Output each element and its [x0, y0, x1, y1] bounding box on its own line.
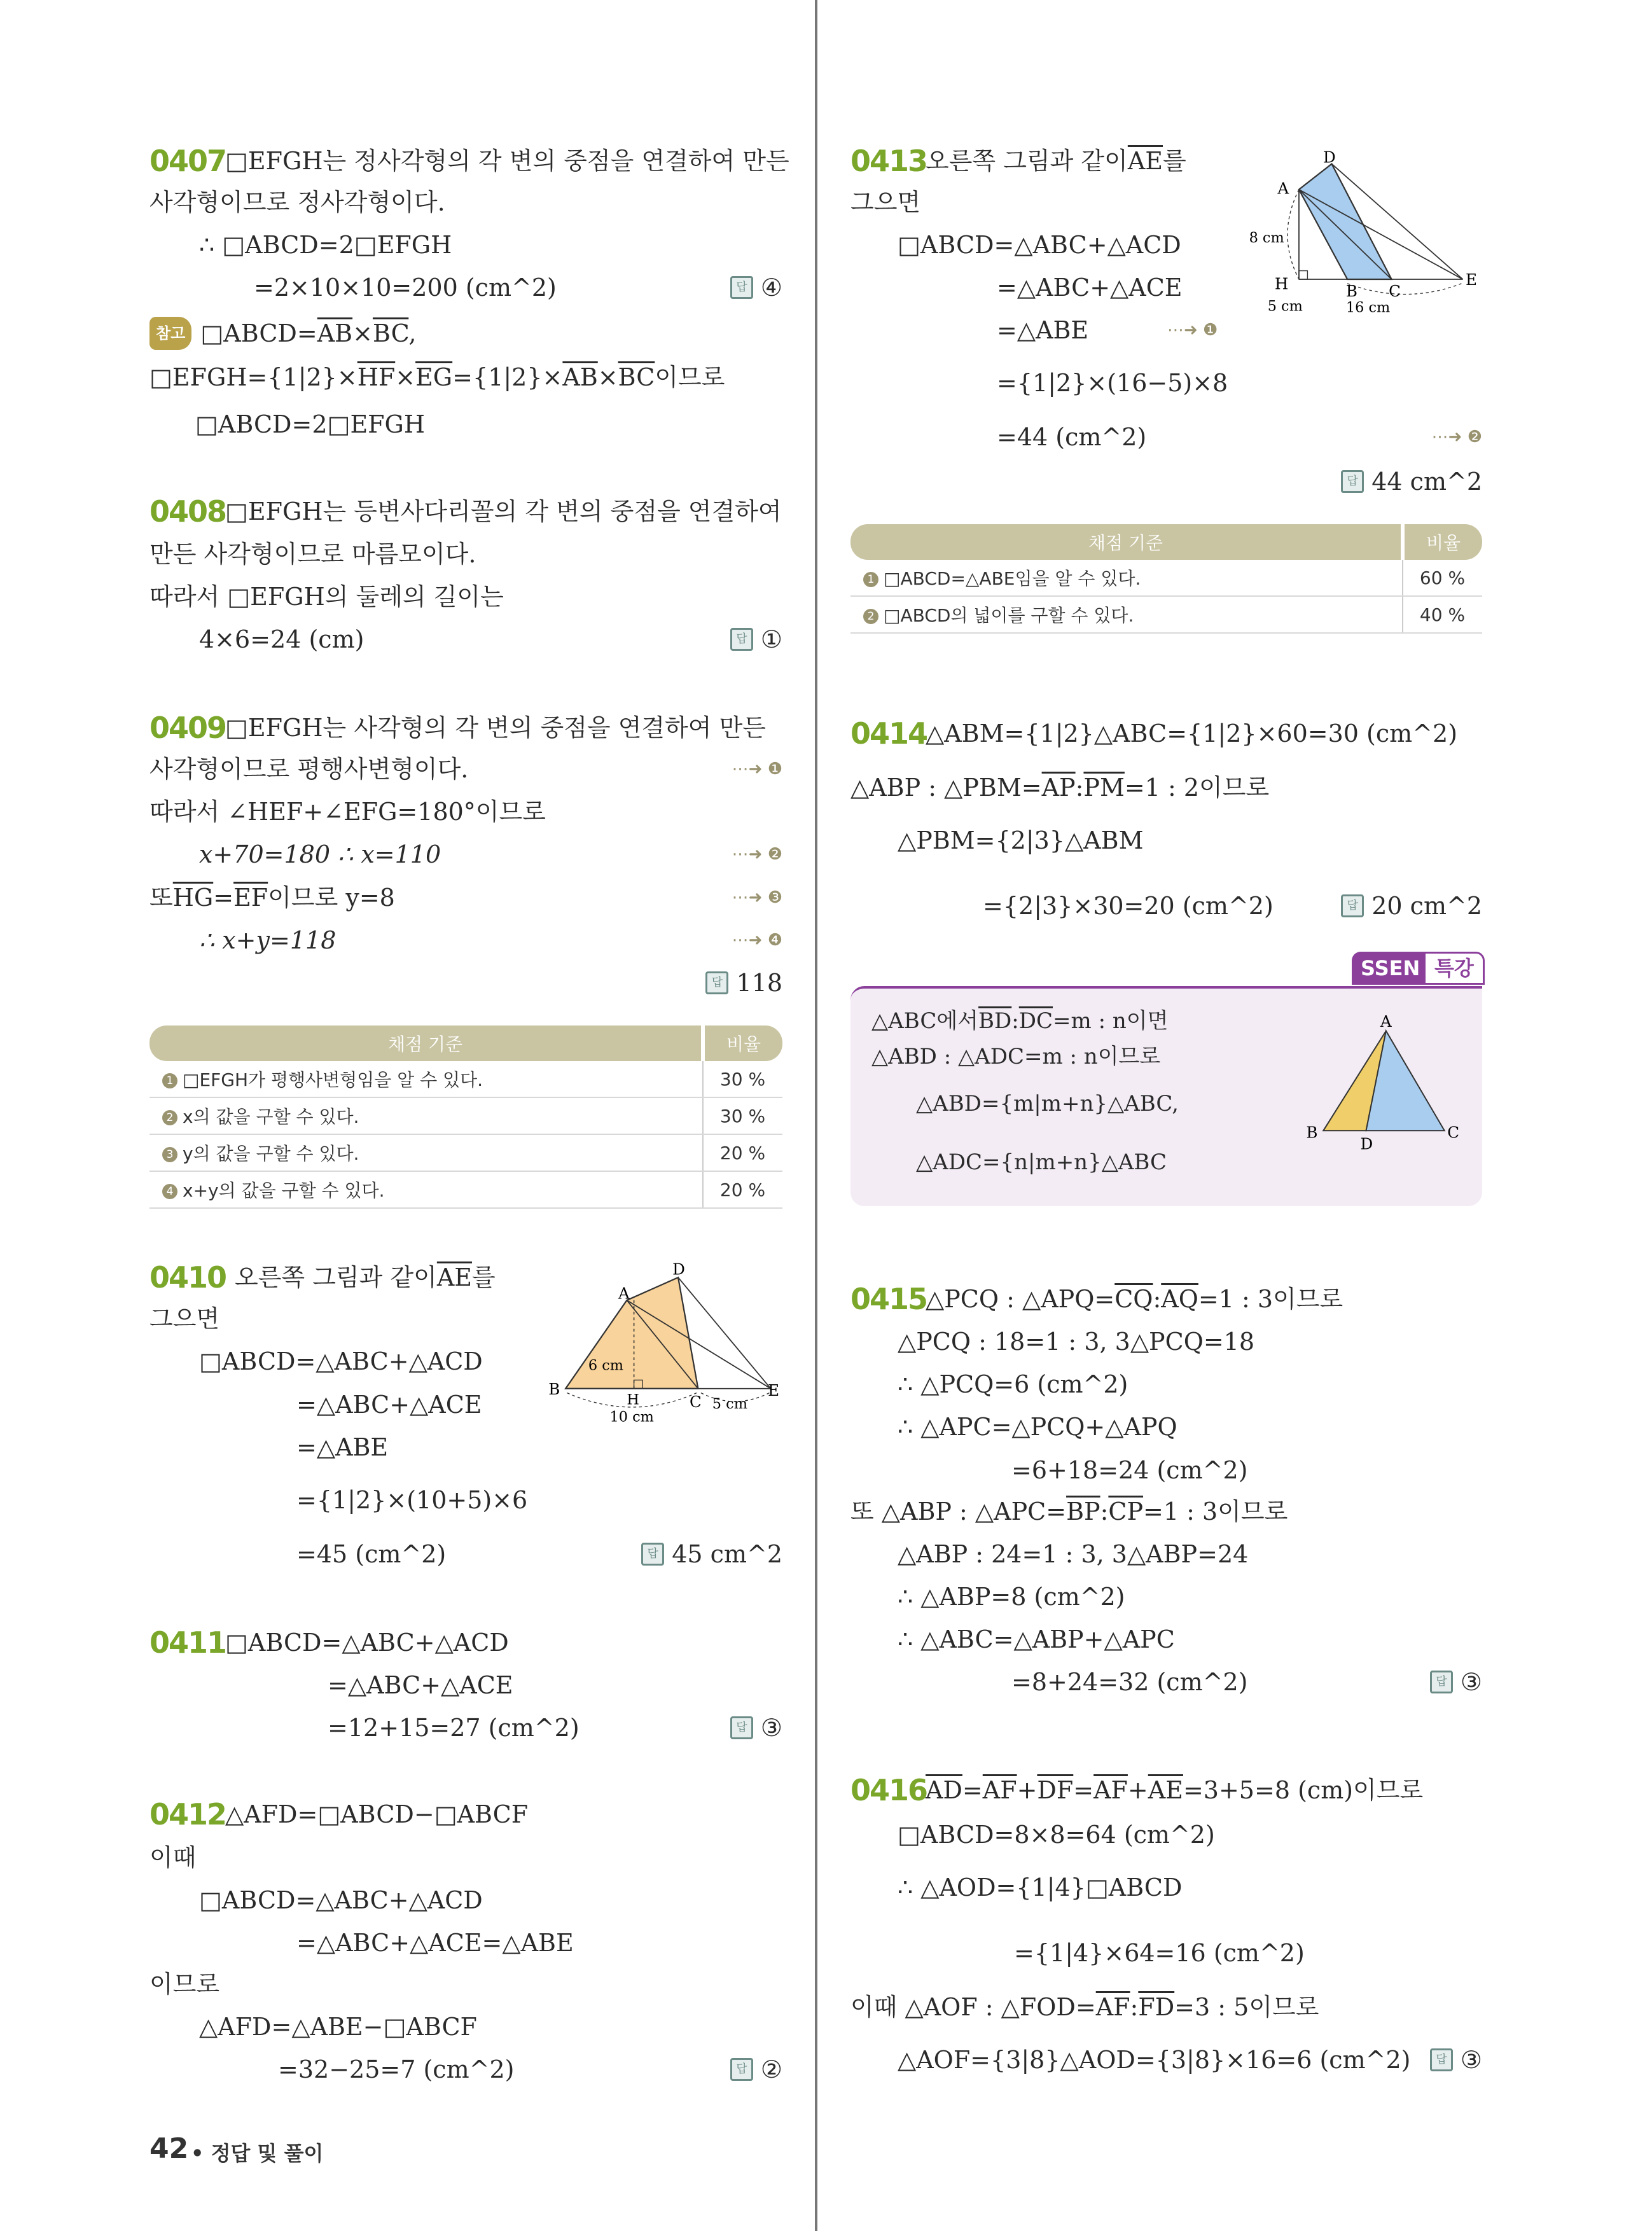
text-run: ∴ △AOD={1|4}□ABCD — [898, 1873, 1183, 1901]
segment-overline: $\overline{BP}$ — [1066, 1498, 1100, 1526]
segment-overline: $\overline{BD}$ — [978, 1008, 1012, 1034]
step-marker: ⋯➜ ❹ — [732, 931, 782, 950]
grading-table — [850, 524, 1482, 634]
answer-mark — [730, 624, 782, 655]
solution-line — [149, 1842, 196, 1873]
solution-line — [149, 539, 476, 569]
label-c: C — [1447, 1123, 1460, 1142]
answer-icon: 답 — [705, 971, 728, 994]
text-run: 만든 사각형이므로 마름모이다. — [149, 540, 476, 568]
label-height: 8 cm — [1249, 229, 1284, 246]
solution-line: =32−25=7 (cm^2) — [278, 2055, 515, 2083]
solution-line: =2×10×10=200 (cm^2) — [254, 274, 557, 302]
text-run: △ABC에서 — [871, 1008, 979, 1034]
ssen-triangle-figure — [1298, 1005, 1476, 1158]
text-run: □EFGH는 등변사다리꼴의 각 변의 중점을 연결하여 — [225, 497, 782, 525]
solution-line — [926, 718, 1457, 749]
segment-overline: $\overline{HF}$ — [357, 363, 396, 391]
text-run: =3 : 5이므로 — [1174, 1993, 1319, 2021]
text-run: + — [1017, 1776, 1038, 1804]
answer-mark — [705, 968, 782, 998]
figure-0413 — [1246, 142, 1489, 321]
text-run: = — [1073, 1776, 1094, 1804]
label-hc: 16 cm — [1345, 299, 1391, 316]
label-b: B — [548, 1379, 560, 1398]
text-run: △AFD=△ABE−□ABCF — [199, 2013, 477, 2041]
segment-overline: $\overline{AF}$ — [982, 1776, 1017, 1804]
segment-overline: $\overline{FD}$ — [1138, 1993, 1175, 2021]
solution-line — [898, 1872, 1182, 1903]
answer-mark — [1341, 891, 1482, 921]
solution-line: ={1|2}×(10+5)×6 — [296, 1486, 528, 1514]
segment-overline: $\overline{AF}$ — [1095, 1993, 1130, 2021]
text-run: 이므로 — [149, 1970, 220, 1998]
text-run: =△ABE — [296, 1433, 389, 1461]
ssen-tag-special: 특강 — [1424, 952, 1485, 985]
segment-overline: $\overline{PM}$ — [1083, 774, 1125, 802]
text-run: , — [408, 319, 417, 347]
length-arc — [1347, 284, 1461, 295]
ratio: 20 % — [703, 1171, 782, 1208]
ssen-line — [871, 1041, 1160, 1072]
solution-line — [328, 1670, 513, 1700]
text-run: □ABCD=8×8=64 (cm^2) — [898, 1821, 1215, 1849]
segment-overline: $\overline{AP}$ — [1041, 774, 1076, 802]
text-run: △ABP : △PBM= — [850, 774, 1042, 802]
text-run: □ABCD=△ABC+△ACD — [225, 1629, 509, 1657]
ratio: 20 % — [703, 1134, 782, 1171]
problem-number: 0411 — [149, 1625, 226, 1660]
text-run: □EFGH={1|2}× — [149, 363, 357, 391]
text-run: =1 : 3이므로 — [1198, 1285, 1343, 1313]
text-run: △ABM={1|2}△ABC={1|2}×60=30 (cm^2) — [926, 719, 1458, 747]
text-run: □ABCD= — [200, 319, 317, 347]
text-run: =3+5=8 (cm)이므로 — [1183, 1776, 1424, 1804]
label-e: E — [768, 1381, 780, 1400]
text-run: △ABD : △ADC=m : n이므로 — [871, 1044, 1161, 1069]
step-number-icon: 2 — [162, 1110, 177, 1125]
step-marker: ⋯➜ ❸ — [732, 888, 782, 907]
label-a: A — [1380, 1011, 1392, 1031]
criterion-text: x의 값을 구할 수 있다. — [183, 1106, 359, 1127]
solution-line — [898, 825, 1143, 856]
answer-value: ③ — [1460, 1668, 1482, 1696]
solution-line — [149, 187, 445, 218]
text-run: =△ABC+△ACE — [997, 274, 1183, 302]
text-run: × — [352, 319, 373, 347]
text-run: × — [395, 363, 416, 391]
ssen-line — [916, 1088, 1179, 1119]
step-marker: ⋯➜ ❷ — [732, 845, 782, 864]
solution-line — [149, 1969, 219, 1999]
label-h: H — [1274, 274, 1289, 293]
segment-overline: $\overline{AF}$ — [1093, 1776, 1128, 1804]
answer-mark — [730, 272, 782, 303]
label-hb: 5 cm — [1267, 298, 1303, 315]
criterion-text: x+y의 값을 구할 수 있다. — [183, 1180, 385, 1201]
text-run: △AOF={3|8}△AOD={3|8}×16=6 (cm^2) — [898, 2046, 1411, 2074]
segment-overline: $\overline{AE}$ — [1127, 147, 1163, 175]
page-number: 42 — [149, 2132, 189, 2165]
label-h: H — [627, 1391, 639, 1408]
answer-icon: 답 — [1341, 894, 1364, 917]
step-number-icon: 4 — [162, 1184, 177, 1199]
figure-0410 — [541, 1253, 791, 1431]
table-header: 채점 기준 — [149, 1025, 703, 1061]
text-run: △PCQ : 18=1 : 3, 3△PCQ=18 — [898, 1328, 1255, 1356]
segment-overline: $\overline{DF}$ — [1037, 1776, 1074, 1804]
answer-icon: 답 — [1341, 470, 1364, 493]
solution-line — [296, 1928, 574, 1958]
text-run: =m : n이면 — [1053, 1008, 1169, 1034]
text-run: : — [1153, 1285, 1162, 1313]
problem-number: 0413 — [850, 144, 927, 178]
note-badge: 참고 — [149, 317, 191, 350]
solution-line — [149, 754, 468, 784]
note-line — [149, 317, 416, 350]
text-run: 또 △ABP : △APC= — [850, 1498, 1067, 1526]
length-arc — [1288, 190, 1299, 279]
solution-line — [898, 2045, 1410, 2075]
criterion-text: □ABCD의 넓이를 구할 수 있다. — [884, 605, 1134, 626]
step-marker: ⋯➜ ❶ — [1167, 321, 1218, 340]
solution-line: ={2|3}×30=20 (cm^2) — [983, 892, 1274, 920]
solution-line — [199, 925, 336, 956]
segment-overline: $\overline{AB}$ — [562, 363, 598, 391]
solution-line — [195, 409, 425, 440]
solution-line — [296, 1389, 482, 1420]
solution-line — [997, 272, 1183, 303]
solution-line — [850, 1496, 1288, 1527]
answer-mark — [730, 2054, 782, 2085]
segment-overline: $\overline{CQ}$ — [1114, 1285, 1153, 1313]
answer-value: ② — [760, 2055, 782, 2083]
label-a: A — [618, 1284, 630, 1303]
solution-line — [225, 1799, 528, 1830]
table-row — [149, 1171, 782, 1208]
text-run: =1 : 2이므로 — [1124, 774, 1270, 802]
column-divider — [815, 0, 817, 2231]
text-run: : — [1075, 774, 1084, 802]
segment-overline: $\overline{HG}$ — [172, 884, 214, 912]
solution-line — [898, 1819, 1215, 1850]
segment-overline: $\overline{BC}$ — [372, 319, 409, 347]
text-run: = — [962, 1776, 983, 1804]
answer-value: ③ — [760, 1714, 782, 1742]
label-d: D — [1323, 148, 1336, 167]
text-run: ∴ x+y=118 — [199, 926, 337, 954]
solution-line: =45 (cm^2) — [296, 1540, 447, 1568]
answer-value: 44 cm^2 — [1371, 468, 1482, 496]
ratio: 40 % — [1403, 596, 1482, 633]
text-run: 이므로 — [655, 363, 725, 391]
solution-line: =44 (cm^2) — [997, 423, 1147, 451]
text-run: 따라서 ∠HEF+∠EFG=180°이므로 — [149, 798, 546, 826]
label-d: D — [672, 1260, 685, 1279]
text-run: =△ABE — [997, 316, 1089, 344]
table-header: 비율 — [1403, 524, 1482, 560]
ssen-line — [871, 1006, 1168, 1036]
answer-icon: 답 — [730, 276, 753, 299]
text-run: 그으면 — [149, 1305, 220, 1333]
text-run: × — [597, 363, 618, 391]
label-e: E — [1466, 270, 1478, 289]
segment-overline: $\overline{DC}$ — [1018, 1008, 1053, 1034]
text-run: □ABCD=△ABC+△ACD — [199, 1347, 483, 1375]
text-run: =△ABC+△ACE — [296, 1391, 482, 1419]
text-run: 오른쪽 그림과 같이 — [235, 1263, 437, 1291]
text-run: △AFD=□ABCD−□ABCF — [225, 1800, 529, 1828]
text-run: 이므로 y=8 — [268, 884, 395, 912]
ssen-tag: SSEN — [1352, 952, 1429, 985]
table-row — [850, 560, 1482, 596]
solution-line: =6+18=24 (cm^2) — [1011, 1456, 1248, 1484]
solution-line — [199, 230, 452, 260]
text-run: ∴ △ABC=△ABP+△APC — [898, 1625, 1175, 1653]
text-run: : — [1130, 1993, 1139, 2021]
step-marker: ⋯➜ ❶ — [732, 760, 782, 779]
solution-line — [149, 362, 725, 393]
table-row — [149, 1097, 782, 1134]
text-run: : — [1100, 1498, 1109, 1526]
answer-icon: 답 — [1430, 1671, 1453, 1693]
solution-line: ={1|4}×64=16 (cm^2) — [1014, 1939, 1305, 1967]
segment-overline: $\overline{AB}$ — [317, 319, 353, 347]
label-d: D — [1360, 1134, 1373, 1153]
solution-line — [199, 1346, 483, 1377]
text-run: 오른쪽 그림과 같이 — [926, 147, 1128, 175]
table-header: 채점 기준 — [850, 524, 1403, 560]
text-run: ={1|2}× — [452, 363, 563, 391]
label-c: C — [1389, 281, 1401, 300]
solution-line — [926, 146, 1186, 176]
criterion-text: □ABCD=△ABE임을 알 수 있다. — [884, 568, 1141, 589]
solution-line: =12+15=27 (cm^2) — [328, 1714, 580, 1742]
solution-line — [225, 712, 766, 743]
answer-value: ④ — [760, 274, 782, 302]
ssen-line — [916, 1147, 1167, 1178]
text-run: 사각형이므로 정사각형이다. — [149, 188, 445, 216]
segment-overline: $\overline{AE}$ — [1148, 1776, 1183, 1804]
solution-line — [235, 1262, 496, 1293]
text-run: + — [1127, 1776, 1148, 1804]
criterion-text: □EFGH가 평행사변형임을 알 수 있다. — [183, 1069, 483, 1090]
answer-icon: 답 — [1430, 2048, 1453, 2071]
segment-overline: $\overline{EF}$ — [233, 884, 268, 912]
solution-line — [898, 1326, 1254, 1357]
text-run: 그으면 — [850, 188, 921, 216]
text-run: □ABCD=△ABC+△ACD — [199, 1886, 483, 1914]
step-number-icon: 1 — [863, 572, 878, 587]
text-run: ∴ □ABCD=2□EFGH — [199, 231, 452, 259]
answer-icon: 답 — [730, 628, 753, 651]
problem-number: 0407 — [149, 144, 226, 178]
solution-line — [898, 1539, 1248, 1569]
problem-number: 0415 — [850, 1282, 927, 1316]
answer-mark — [1341, 466, 1482, 497]
footer-label: • 정답 및 풀이 — [191, 2141, 324, 2165]
solution-line — [296, 1432, 388, 1463]
table-row — [149, 1061, 782, 1097]
text-run: 이때 △AOF : △FOD= — [850, 1993, 1096, 2021]
solution-line — [898, 1412, 1177, 1442]
text-run: △PBM={2|3}△ABM — [898, 826, 1144, 854]
answer-value: ① — [760, 625, 782, 653]
label-ce: 5 cm — [712, 1396, 747, 1413]
solution-line — [850, 772, 1269, 803]
text-run: □ABCD=2□EFGH — [195, 410, 426, 438]
label-a: A — [1277, 179, 1289, 198]
solution-line — [225, 496, 782, 527]
answer-icon: 답 — [641, 1543, 664, 1566]
text-run: △ADC={n|m+n}△ABC — [916, 1150, 1167, 1175]
segment-overline: $\overline{AE}$ — [436, 1263, 473, 1291]
segment-overline: $\overline{AQ}$ — [1161, 1285, 1198, 1313]
text-run: 를 — [1163, 147, 1186, 175]
table-header: 비율 — [703, 1025, 782, 1061]
solution-line: ={1|2}×(16−5)×8 — [997, 369, 1228, 397]
step-number-icon: 3 — [162, 1147, 177, 1162]
segment-overline: $\overline{AD}$ — [926, 1776, 962, 1804]
problem-number: 0409 — [149, 711, 226, 745]
text-run: = — [213, 884, 234, 912]
text-run: △PCQ : △APQ= — [926, 1285, 1115, 1313]
text-run: □EFGH는 사각형의 각 변의 중점을 연결하여 만든 — [225, 714, 767, 742]
text-run: =△ABC+△ACE — [328, 1671, 513, 1699]
solution-line — [199, 839, 441, 870]
solution-line — [997, 315, 1088, 345]
answer-mark — [641, 1539, 782, 1569]
solution-line — [199, 1885, 483, 1915]
solution-line: ∴ △ABP=8 (cm^2) — [898, 1583, 1125, 1611]
solution-line: ∴ △PCQ=6 (cm^2) — [898, 1370, 1128, 1398]
solution-line — [225, 146, 789, 176]
solution-line — [898, 1624, 1175, 1655]
ratio: 30 % — [703, 1061, 782, 1097]
answer-icon: 답 — [730, 1716, 753, 1739]
table-row — [149, 1134, 782, 1171]
grading-table — [149, 1025, 782, 1209]
quadrilateral-abcd — [1299, 164, 1392, 279]
text-run: 사각형이므로 평행사변형이다. — [149, 755, 469, 783]
text-run: 를 — [472, 1263, 496, 1291]
solution-line — [149, 882, 395, 913]
solution-line — [898, 230, 1181, 260]
text-run: 이때 — [149, 1844, 197, 1872]
answer-value: 118 — [736, 969, 782, 997]
step-number-icon: 2 — [863, 609, 878, 624]
quadrilateral-abcd — [566, 1277, 698, 1389]
ratio: 60 % — [1403, 560, 1482, 596]
step-marker: ⋯➜ ❷ — [1431, 427, 1482, 447]
step-number-icon: 1 — [162, 1073, 177, 1088]
answer-value: ③ — [1460, 2046, 1482, 2074]
solution-line — [926, 1284, 1343, 1314]
text-run: =△ABC+△ACE=△ABE — [296, 1929, 574, 1957]
answer-mark — [1430, 1667, 1482, 1697]
segment-overline: $\overline{CP}$ — [1108, 1498, 1144, 1526]
answer-icon: 답 — [730, 2058, 753, 2081]
segment-overline: $\overline{EG}$ — [415, 363, 453, 391]
text-run: △ABP : 24=1 : 3, 3△ABP=24 — [898, 1540, 1249, 1568]
text-run: △ABD={m|m+n}△ABC, — [916, 1091, 1179, 1116]
solution-line — [850, 187, 920, 218]
solution-line — [149, 796, 546, 827]
solution-line — [149, 1303, 219, 1334]
text-run: 4×6=24 (cm) — [199, 625, 364, 653]
text-run: □ABCD=△ABC+△ACD — [898, 231, 1181, 259]
text-run: x+70=180 ∴ x=110 — [199, 840, 441, 868]
text-run: 또 — [149, 884, 173, 912]
right-angle-icon — [1299, 271, 1307, 279]
answer-value: 20 cm^2 — [1371, 892, 1482, 920]
problem-number: 0410 — [149, 1260, 226, 1295]
solution-line — [199, 624, 364, 655]
label-height: 6 cm — [588, 1357, 624, 1374]
ratio: 30 % — [703, 1097, 782, 1134]
solution-line — [926, 1775, 1423, 1805]
text-run: 따라서 □EFGH의 둘레의 길이는 — [149, 583, 504, 611]
problem-number: 0412 — [149, 1797, 226, 1831]
label-b: B — [1306, 1123, 1318, 1142]
solution-line — [225, 1627, 509, 1658]
answer-mark — [730, 1713, 782, 1743]
solution-line — [199, 2012, 477, 2042]
problem-number: 0408 — [149, 494, 226, 529]
text-run: : — [1011, 1008, 1019, 1034]
text-run: □EFGH는 정사각형의 각 변의 중점을 연결하여 만든 — [225, 147, 789, 175]
label-c: C — [689, 1392, 702, 1411]
text-run: ∴ △APC=△PCQ+△APQ — [898, 1413, 1177, 1441]
answer-mark — [1430, 2045, 1482, 2075]
solution-line — [850, 1992, 1319, 2022]
problem-number: 0414 — [850, 716, 927, 751]
text-run: =1 : 3이므로 — [1143, 1498, 1288, 1526]
answer-value: 45 cm^2 — [672, 1540, 782, 1568]
problem-number: 0416 — [850, 1773, 927, 1807]
criterion-text: y의 값을 구할 수 있다. — [183, 1143, 359, 1164]
solution-line — [149, 581, 504, 612]
label-b: B — [1345, 281, 1358, 300]
table-row — [850, 596, 1482, 633]
segment-overline: $\overline{BC}$ — [618, 363, 655, 391]
solution-line: =8+24=32 (cm^2) — [1011, 1668, 1248, 1696]
note-text — [200, 318, 416, 349]
label-bc: 10 cm — [609, 1408, 654, 1426]
